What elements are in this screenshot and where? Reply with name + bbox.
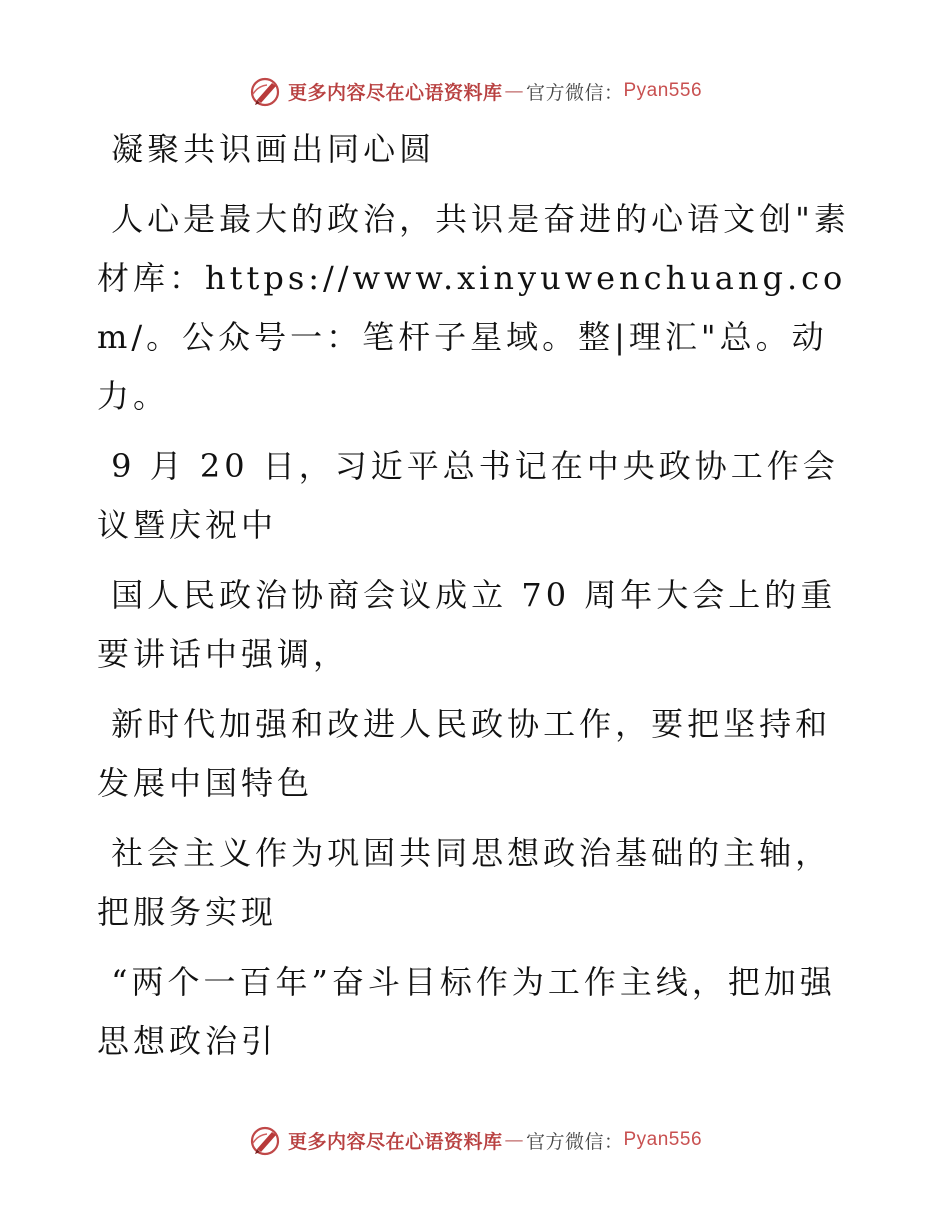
- pen-logo-icon: [248, 74, 282, 108]
- banner-account-label: 官方微信：: [525, 1130, 624, 1153]
- banner-account: Pyan556: [623, 1129, 703, 1150]
- banner-account: Pyan556: [623, 80, 703, 101]
- banner-main-text: 更多内容尽在心语资料库: [287, 1130, 503, 1153]
- paragraph-4: 新时代加强和改进人民政协工作，要把坚持和发展中国特色: [97, 705, 832, 802]
- paragraph-6: “两个一百年”奋斗目标作为工作主线，把加强思想政治引: [97, 963, 836, 1060]
- banner-account-label: 官方微信：: [525, 81, 624, 104]
- banner-text: [288, 78, 702, 105]
- document-body: [97, 120, 857, 1071]
- paragraph-3: 国人民政治协商会议成立 70 周年大会上的重要讲话中强调，: [97, 576, 837, 673]
- paragraph-2: 9 月 20 日，习近平总书记在中央政协工作会议暨庆祝中: [97, 447, 839, 544]
- footer-banner: [0, 1120, 950, 1160]
- banner-text: [288, 1127, 702, 1154]
- document-title: 凝聚共识画出同心圆: [97, 130, 436, 168]
- banner-main-text: 更多内容尽在心语资料库: [287, 81, 503, 104]
- pen-logo-icon: [248, 1123, 282, 1157]
- header-banner: [0, 71, 950, 111]
- paragraph-5: 社会主义作为巩固共同思想政治基础的主轴，把服务实现: [97, 834, 832, 931]
- banner-separator: —: [504, 80, 524, 102]
- banner-separator: —: [504, 1129, 524, 1151]
- paragraph-1: 人心是最大的政治，共识是奋进的心语文创"素材库：https://www.xinyuwenchuang.com/。公众号一：笔杆子星域。整|理汇"总。动力。: [97, 200, 850, 415]
